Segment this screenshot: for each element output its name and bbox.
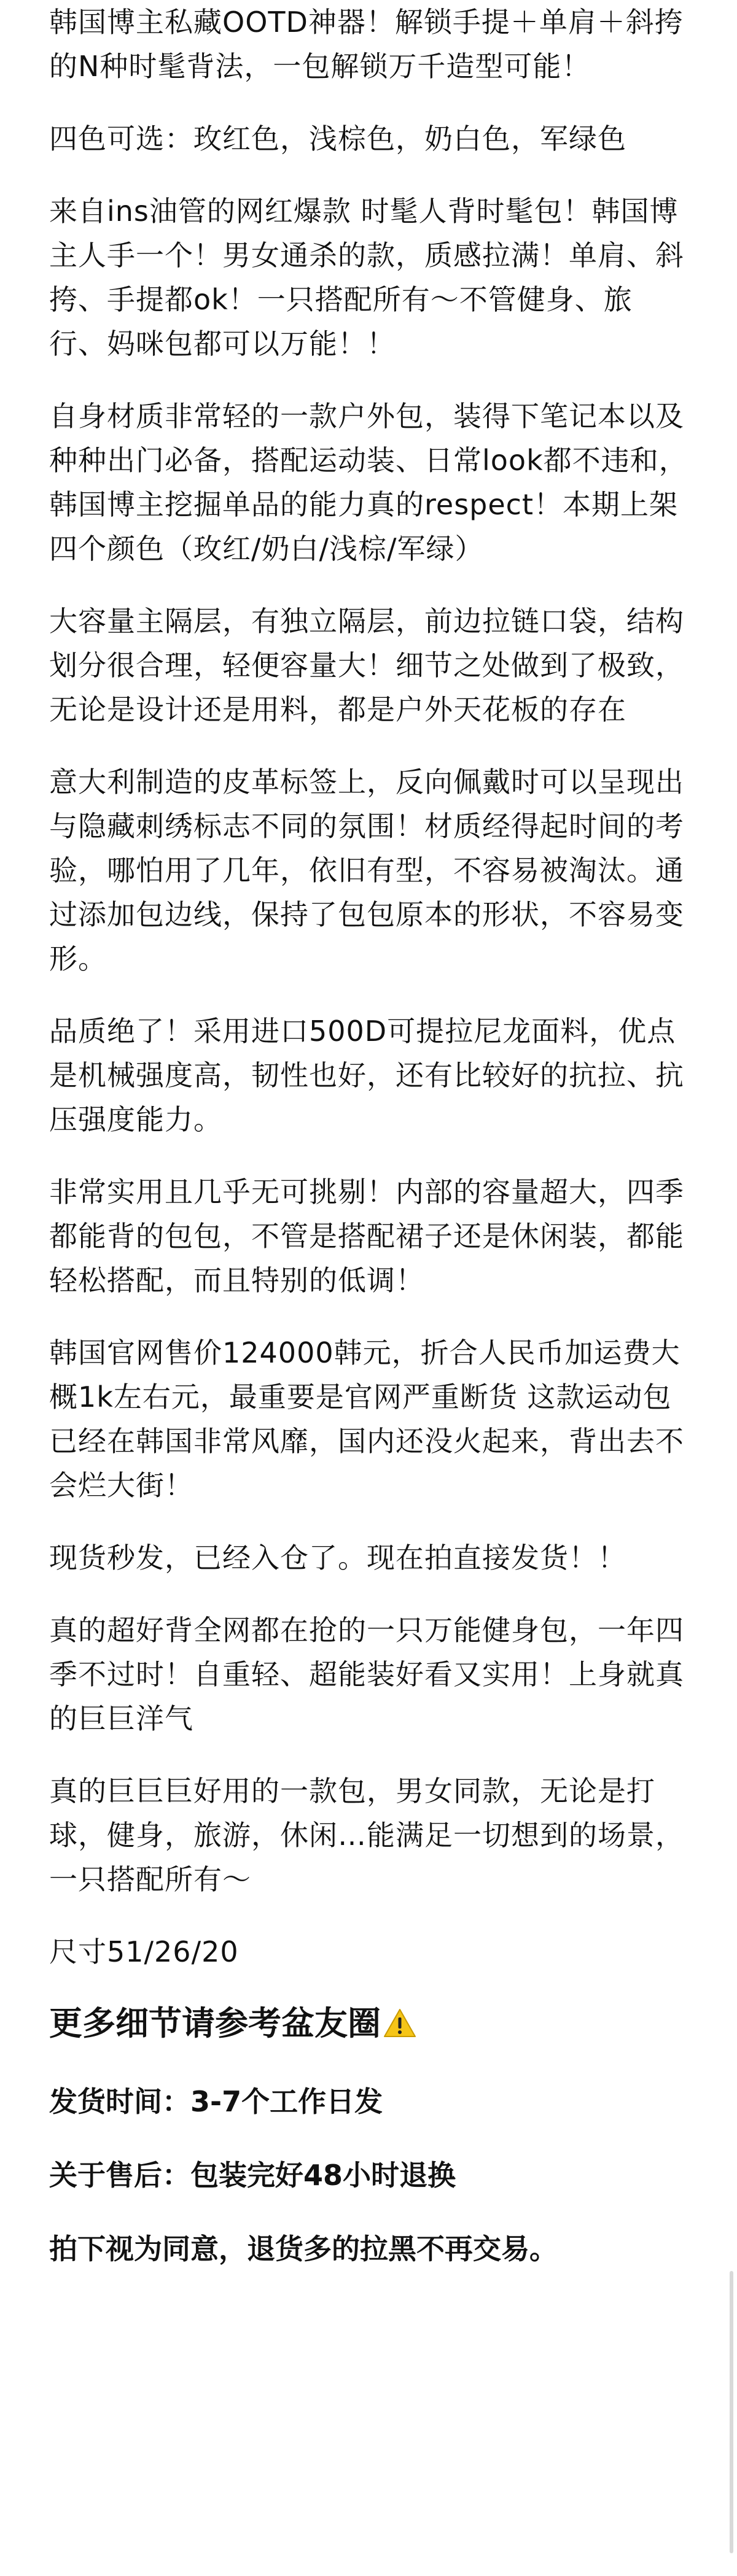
article-body	[49, 0, 688, 2271]
purchase-notice: 拍下视为同意，退货多的拉黑不再交易。	[49, 2232, 558, 2265]
stock-paragraph: 现货秒发，已经入仓了。现在拍直接发货！！	[49, 1541, 626, 1574]
shipping-time: 发货时间：3-7个工作日发	[49, 2085, 383, 2118]
intro-paragraph: 韩国博主私藏OOTD神器！解锁手提＋单肩＋斜挎的N种时髦背法，一包解锁万千造型可能！	[49, 6, 684, 83]
color-options-paragraph: 四色可选：玫红色，浅棕色，奶白色，军绿色	[49, 122, 626, 155]
leather-label-paragraph: 意大利制造的皮革标签上，反向佩戴时可以呈现出与隐藏刺绣标志不同的氛围！材质经得起时间的考验，哪怕用了几年，依旧有型，不容易被淘汰。通过添加包边线，保持了包包原本的形状，不容易变形。	[49, 765, 684, 975]
after-sales-policy: 关于售后：包装完好48小时退换	[49, 2159, 456, 2192]
practicality-paragraph: 非常实用且几乎无可挑剔！内部的容量超大，四季都能背的包包，不管是搭配裙子还是休闲装，都能轻松搭配，而且特别的低调！	[49, 1175, 684, 1297]
material-paragraph: 自身材质非常轻的一款户外包，装得下笔记本以及种种出门必备，搭配运动装、日常look都不违和，韩国博主挖掘单品的能力真的respect！本期上架四个颜色（玫红/奶白/浅棕/军绿）	[49, 400, 688, 565]
fabric-quality-paragraph: 品质绝了！采用进口500D可提拉尼龙面料，优点是机械强度高，韧性也好，还有比较好的抗拉、抗压强度能力。	[49, 1015, 684, 1136]
more-details-heading	[49, 1998, 688, 2052]
price-paragraph: 韩国官网售价124000韩元，折合人民币加运费大概1k左右元，最重要是官网严重断货 这款运动包已经在韩国非常风靡，国内还没火起来，背出去不会烂大街！	[49, 1336, 684, 1502]
warning-icon	[383, 2002, 416, 2052]
more-details-text: 更多细节请参考盆友圈	[49, 2004, 381, 2043]
capacity-paragraph: 大容量主隔层，有独立隔层，前边拉链口袋，结构划分很合理，轻便容量大！细节之处做到了极致，无论是设计还是用料，都是户外天花板的存在	[49, 605, 684, 726]
popularity-paragraph: 来自ins油管的网红爆款 时髦人背时髦包！韩国博主人手一个！男女通杀的款，质感拉满！单肩、斜挎、手提都ok！一只搭配所有～不管健身、旅行、妈咪包都可以万能！！	[49, 195, 684, 360]
scrollbar[interactable]	[730, 2271, 733, 2553]
size-paragraph: 尺寸51/26/20	[49, 1935, 239, 1968]
versatile-paragraph: 真的巨巨巨好用的一款包，男女同款，无论是打球，健身，旅游，休闲…能满足一切想到的场景，一只搭配所有～	[49, 1774, 684, 1896]
gym-bag-paragraph: 真的超好背全网都在抢的一只万能健身包，一年四季不过时！自重轻、超能装好看又实用！上身就真的巨巨洋气	[49, 1614, 684, 1735]
